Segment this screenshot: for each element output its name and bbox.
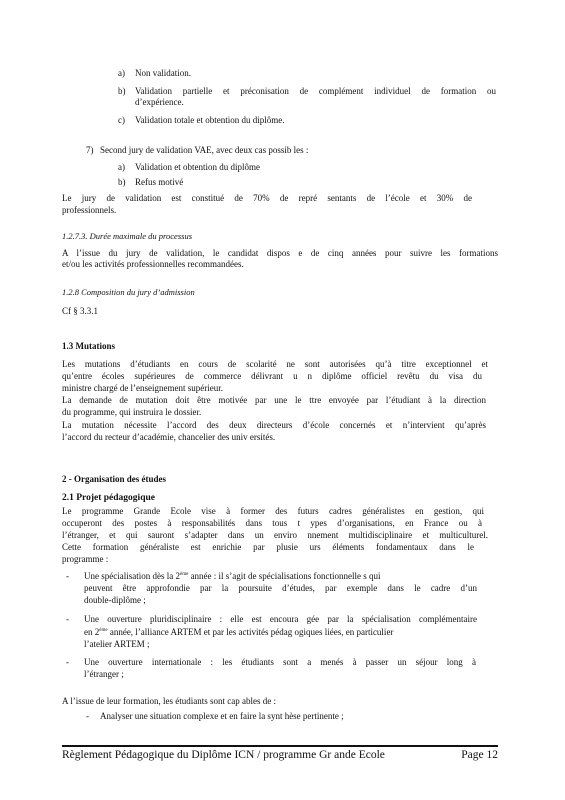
- paragraph-line: et/ou les activités professionnelles recommandées.: [62, 259, 244, 269]
- paragraph-line: ministre chargé de l’enseignement supérieur.: [62, 383, 224, 393]
- list-item: Refus motivé: [135, 177, 184, 187]
- bullet-item: Une ouverture pluridisciplinaire : elle est encoura gée par la spécialisation complémentaire: [84, 614, 477, 624]
- list-item: Validation et obtention du diplôme: [135, 162, 260, 172]
- paragraph-line: La demande de mutation doit être motivée par une le ttre envoyée par l’étudiant à la direction: [62, 395, 486, 405]
- paragraph-line: Le programme Grande Ecole vise à former des futurs cadres généralistes en gestion, qui: [62, 506, 484, 516]
- bullet-continuation: peuvent être approfondie par la poursuite d’études, par exemple dans le cadre d’un: [84, 583, 477, 593]
- paragraph-line: qu’entre écoles supérieures de commerce délivrant u n diplôme officiel revêtu du visa du: [62, 371, 482, 381]
- list-item-continuation: d’expérience.: [135, 97, 184, 107]
- sub-bullet-item: Analyser une situation complexe et en faire la synt hèse pertinente ;: [100, 711, 344, 721]
- bullet-continuation: l’étranger ;: [84, 669, 124, 679]
- paragraph-line: du programme, qui instruira le dossier.: [62, 407, 202, 417]
- bullet-dash: -: [66, 614, 69, 624]
- bullet-dash: -: [86, 711, 89, 721]
- page-number: Page 12: [461, 749, 498, 761]
- list-marker: a): [118, 162, 125, 172]
- section-heading: 1.2.8 Composition du jury d’admission: [62, 287, 195, 297]
- paragraph-line: occuperont des postes à responsabilités dans tous t ypes d’organisations, en France ou à: [62, 518, 482, 528]
- paragraph-line: l’étranger, et qui sauront s’adapter dans un enviro nnement multidisciplinaire et multiculturel.: [62, 530, 488, 540]
- list-marker: b): [118, 177, 126, 187]
- list-marker: a): [118, 68, 125, 78]
- list-item: Validation partielle et préconisation de complément individuel de formation ou: [135, 86, 496, 96]
- bullet-dash: -: [66, 571, 69, 581]
- list-item: Validation totale et obtention du diplôme.: [135, 115, 285, 125]
- footer-rule: [62, 745, 498, 747]
- cross-reference: Cf § 3.3.1: [62, 306, 98, 316]
- page-footer: [62, 748, 498, 762]
- paragraph-line: A l’issue de leur formation, les étudiants sont cap ables de :: [62, 696, 276, 706]
- paragraph-line: La mutation nécessite l’accord des deux directeurs d’école concernés et n’intervient qu’après: [62, 420, 486, 430]
- section-heading: 1.3 Mutations: [62, 341, 116, 351]
- list-item: Non validation.: [135, 68, 191, 78]
- chapter-heading: 2 - Organisation des études: [62, 474, 167, 484]
- paragraph-line: Le jury de validation est constitué de 70% de repré sentants de l’école et 30% de: [62, 193, 472, 203]
- footer-title: Règlement Pédagogique du Diplôme ICN / programme Gr ande Ecole: [62, 749, 385, 761]
- numbered-item: Second jury de validation VAE, avec deux cas possib les :: [100, 145, 309, 155]
- bullet-continuation: en 2ème année, l’alliance ARTEM et par les activités pédag ogiques liées, en particulier: [84, 627, 394, 637]
- numbered-marker: 7): [86, 145, 94, 155]
- paragraph-line: A l’issue du jury de validation, le candidat dispos e de cinq années pour suivre les formations: [62, 248, 498, 258]
- bullet-continuation: l’atelier ARTEM ;: [84, 639, 150, 649]
- bullet-item: Une spécialisation dès la 2ème année : il s’agit de spécialisations fonctionnelle s qui: [84, 571, 381, 581]
- list-marker: c): [118, 115, 125, 125]
- bullet-dash: -: [66, 657, 69, 667]
- section-heading: 2.1 Projet pédagogique: [62, 493, 155, 503]
- bullet-continuation: double-diplôme ;: [84, 595, 146, 605]
- paragraph-line: Cette formation généraliste est enrichie par plusie urs éléments fondamentaux dans le: [62, 542, 474, 552]
- bullet-item: Une ouverture internationale : les étudiants sont a menés à passer un séjour long à: [84, 657, 476, 667]
- section-heading: 1.2.7.3. Durée maximale du processus: [62, 231, 192, 241]
- list-marker: b): [118, 86, 126, 96]
- paragraph-line: programme :: [62, 554, 109, 564]
- paragraph-line: l’accord du recteur d’académie, chancelier des univ ersités.: [62, 432, 276, 442]
- paragraph-line: Les mutations d’étudiants en cours de scolarité ne sont autorisées qu’à titre exceptionnel et: [62, 359, 488, 369]
- paragraph-line: professionnels.: [62, 205, 117, 215]
